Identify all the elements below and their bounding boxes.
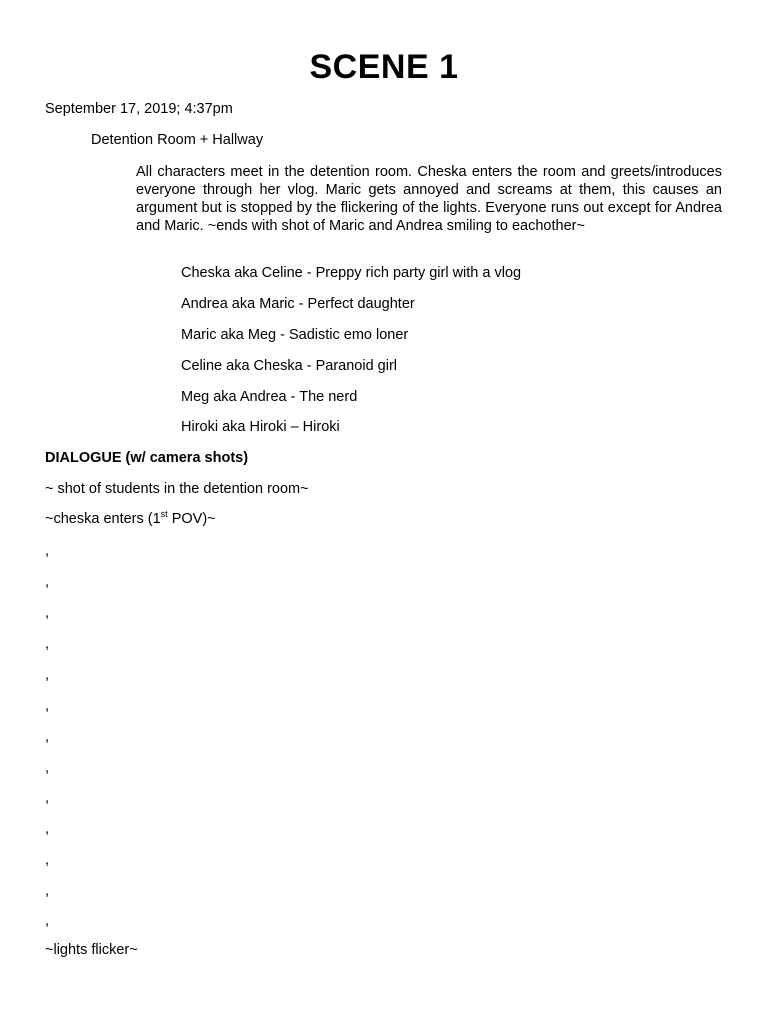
cast-item: Hiroki aka Hiroki – Hiroki (181, 419, 340, 435)
dialogue-heading: DIALOGUE (w/ camera shots) (45, 450, 249, 466)
comma-line: , (45, 883, 50, 899)
scene-date: September 17, 2019; 4:37pm (45, 101, 233, 117)
scene-summary: All characters meet in the detention room. Cheska enters the room and greets/introduces everyone through her vlog. Maric gets annoyed and screams at them, this causes an argument but is stopped by the flickering of the lights. Everyone runs out except for Andrea and Maric. ~ends with shot of Maric and Andrea smiling to eachother~ (136, 164, 722, 234)
shot-students: ~ shot of students in the detention room~ (45, 481, 309, 497)
comma-line: , (45, 698, 50, 714)
comma-line: , (45, 667, 50, 683)
scene-location: Detention Room + Hallway (91, 132, 264, 148)
shot-lights-flicker: ~lights flicker~ (45, 942, 138, 958)
cast-item: Andrea aka Maric - Perfect daughter (181, 296, 415, 312)
comma-line: , (45, 790, 50, 806)
comma-line: , (45, 729, 50, 745)
shot-cheska-enters (45, 511, 216, 528)
comma-line: , (45, 605, 50, 621)
comma-line: , (45, 760, 50, 776)
cast-item: Meg aka Andrea - The nerd (181, 389, 358, 405)
cast-item: Maric aka Meg - Sadistic emo loner (181, 327, 409, 343)
shot-cheska-prefix: ~cheska enters (1 (45, 511, 161, 527)
comma-line: , (45, 852, 50, 868)
comma-line: , (45, 574, 50, 590)
comma-line: , (45, 543, 50, 559)
cast-item: Cheska aka Celine - Preppy rich party girl with a vlog (181, 265, 522, 281)
comma-line: , (45, 821, 50, 837)
cast-item: Celine aka Cheska - Paranoid girl (181, 358, 397, 374)
comma-line: , (45, 913, 50, 929)
scene-title: SCENE 1 (309, 48, 459, 86)
shot-cheska-sup: st (160, 509, 168, 519)
comma-line: , (45, 636, 50, 652)
shot-cheska-suffix: POV)~ (167, 511, 216, 527)
